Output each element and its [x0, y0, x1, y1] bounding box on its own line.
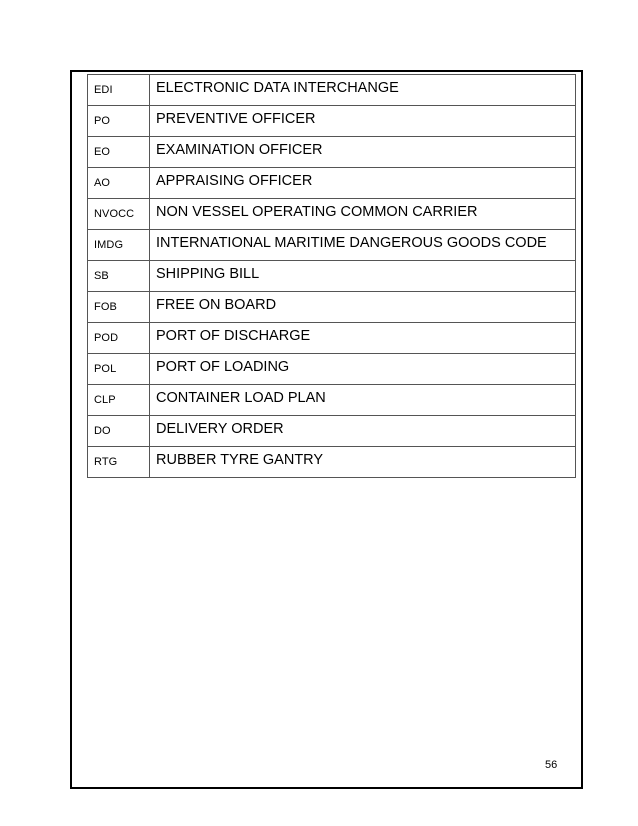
abbreviation-meaning: PORT OF LOADING	[150, 354, 576, 385]
abbreviation-code: POD	[88, 323, 150, 354]
abbreviation-meaning: RUBBER TYRE GANTRY	[150, 447, 576, 478]
table-row	[88, 199, 576, 230]
table-row	[88, 261, 576, 292]
abbreviation-code: RTG	[88, 447, 150, 478]
abbreviation-code: POL	[88, 354, 150, 385]
abbreviation-meaning: PREVENTIVE OFFICER	[150, 106, 576, 137]
abbreviation-code: AO	[88, 168, 150, 199]
table-row	[88, 106, 576, 137]
abbreviation-meaning: APPRAISING OFFICER	[150, 168, 576, 199]
abbreviation-code: EDI	[88, 75, 150, 106]
table-row	[88, 292, 576, 323]
abbreviation-code: FOB	[88, 292, 150, 323]
table-row	[88, 447, 576, 478]
table-row	[88, 168, 576, 199]
abbreviation-meaning: SHIPPING BILL	[150, 261, 576, 292]
table-row	[88, 137, 576, 168]
abbreviation-meaning: FREE ON BOARD	[150, 292, 576, 323]
abbreviation-code: PO	[88, 106, 150, 137]
abbreviation-code: NVOCC	[88, 199, 150, 230]
table-row	[88, 354, 576, 385]
abbreviation-code: IMDG	[88, 230, 150, 261]
abbreviation-meaning: PORT OF DISCHARGE	[150, 323, 576, 354]
table-row	[88, 416, 576, 447]
table-row	[88, 75, 576, 106]
table-row	[88, 323, 576, 354]
page-number: 56	[545, 759, 558, 771]
abbreviation-code: CLP	[88, 385, 150, 416]
table-row	[88, 385, 576, 416]
abbreviation-meaning: NON VESSEL OPERATING COMMON CARRIER	[150, 199, 576, 230]
abbreviation-meaning: INTERNATIONAL MARITIME DANGEROUS GOODS CODE	[150, 230, 576, 261]
abbreviation-meaning: CONTAINER LOAD PLAN	[150, 385, 576, 416]
abbreviation-code: EO	[88, 137, 150, 168]
abbreviation-meaning: EXAMINATION OFFICER	[150, 137, 576, 168]
table-row	[88, 230, 576, 261]
abbreviations-table	[87, 74, 576, 478]
abbreviation-meaning: ELECTRONIC DATA INTERCHANGE	[150, 75, 576, 106]
abbreviation-meaning: DELIVERY ORDER	[150, 416, 576, 447]
abbreviation-code: DO	[88, 416, 150, 447]
abbreviation-code: SB	[88, 261, 150, 292]
